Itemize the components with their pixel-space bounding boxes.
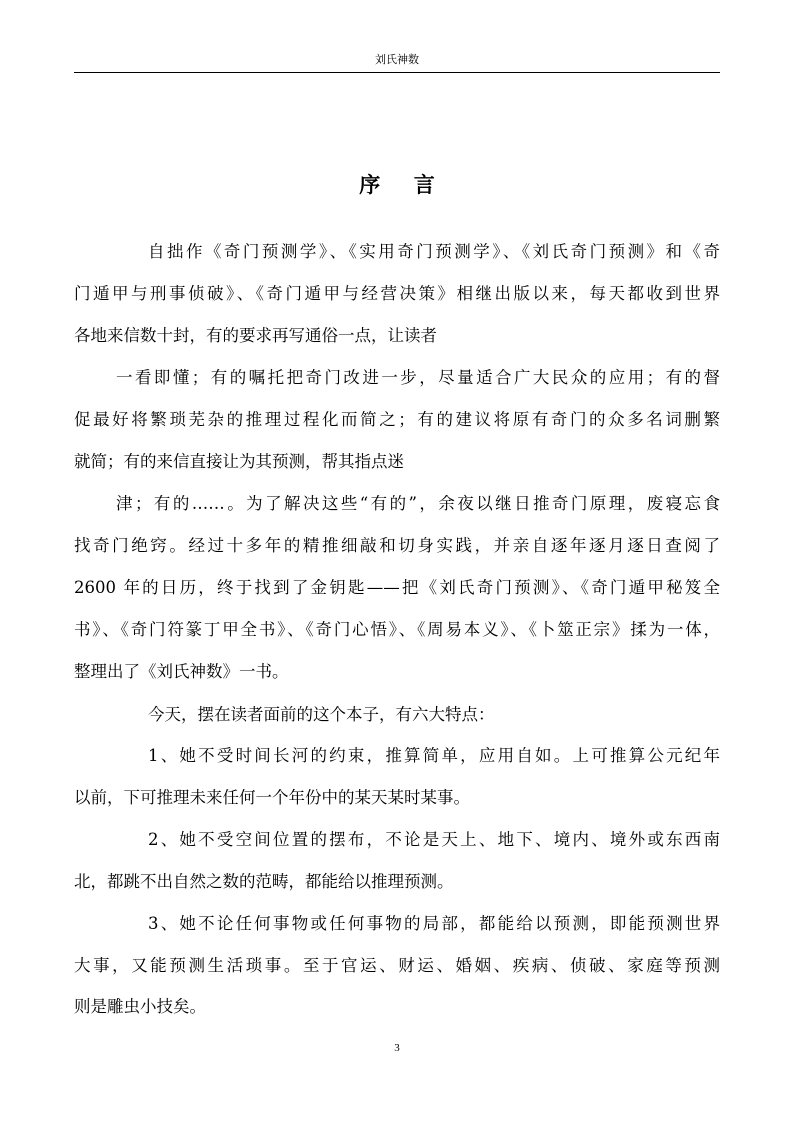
header-rule bbox=[74, 72, 720, 73]
text-line-5: 促最好将繁琐芜杂的推理过程化而简之；有的建议将原有奇门的众多名词删繁 bbox=[74, 410, 720, 429]
page-number: 3 bbox=[394, 1042, 400, 1054]
text-line-9: 2600 年的日历，终于找到了金钥匙——把《刘氏奇门预测》、《奇门遁甲秘笈全 bbox=[74, 578, 720, 597]
text-line-10: 书》、《奇门符篆丁甲全书》、《奇门心悟》、《周易本义》、《卜筮正宗》揉为一体， bbox=[74, 620, 720, 639]
running-header: 刘氏神数 bbox=[375, 53, 419, 66]
text-line-15: 2、她不受空间位置的摆布，不论是天上、地下、境内、境外或东西南 bbox=[148, 830, 720, 849]
page-title: 序言 bbox=[359, 172, 469, 197]
text-line-3: 各地来信数十封，有的要求再写通俗一点，让读者 bbox=[74, 326, 437, 345]
text-line-14: 以前，下可推理未来任何一个年份中的某天某时某事。 bbox=[74, 788, 470, 807]
text-line-19: 则是雕虫小技矣。 bbox=[74, 997, 206, 1016]
text-line-13: 1、她不受时间长河的约束，推算简单，应用自如。上可推算公元纪年 bbox=[148, 746, 720, 765]
text-line-2: 门遁甲与刑事侦破》、《奇门遁甲与经营决策》相继出版以来，每天都收到世界 bbox=[74, 284, 720, 303]
text-line-1: 自拙作《奇门预测学》、《实用奇门预测学》、《刘氏奇门预测》和《奇 bbox=[148, 242, 720, 261]
text-line-4: 一看即懂；有的嘱托把奇门改进一步，尽量适合广大民众的应用；有的督 bbox=[116, 368, 720, 387]
text-line-8: 找奇门绝窍。经过十多年的精推细敲和切身实践，并亲自逐年逐月逐日查阅了 bbox=[74, 536, 720, 555]
text-line-16: 北，都跳不出自然之数的范畴，都能给以推理预测。 bbox=[74, 872, 454, 891]
text-line-11: 整理出了《刘氏神数》一书。 bbox=[74, 662, 289, 681]
text-line-7: 津；有的……。为了解决这些“有的”，余夜以继日推奇门原理，废寝忘食 bbox=[116, 494, 720, 513]
text-line-18: 大事，又能预测生活琐事。至于官运、财运、婚姻、疾病、侦破、家庭等预测 bbox=[74, 956, 720, 975]
text-line-12: 今天，摆在读者面前的这个本子，有六大特点： bbox=[148, 705, 495, 724]
text-line-17: 3、她不论任何事物或任何事物的局部，都能给以预测，即能预测世界 bbox=[148, 914, 720, 933]
text-line-6: 就简；有的来信直接让为其预测，帮其指点迷 bbox=[74, 452, 404, 471]
